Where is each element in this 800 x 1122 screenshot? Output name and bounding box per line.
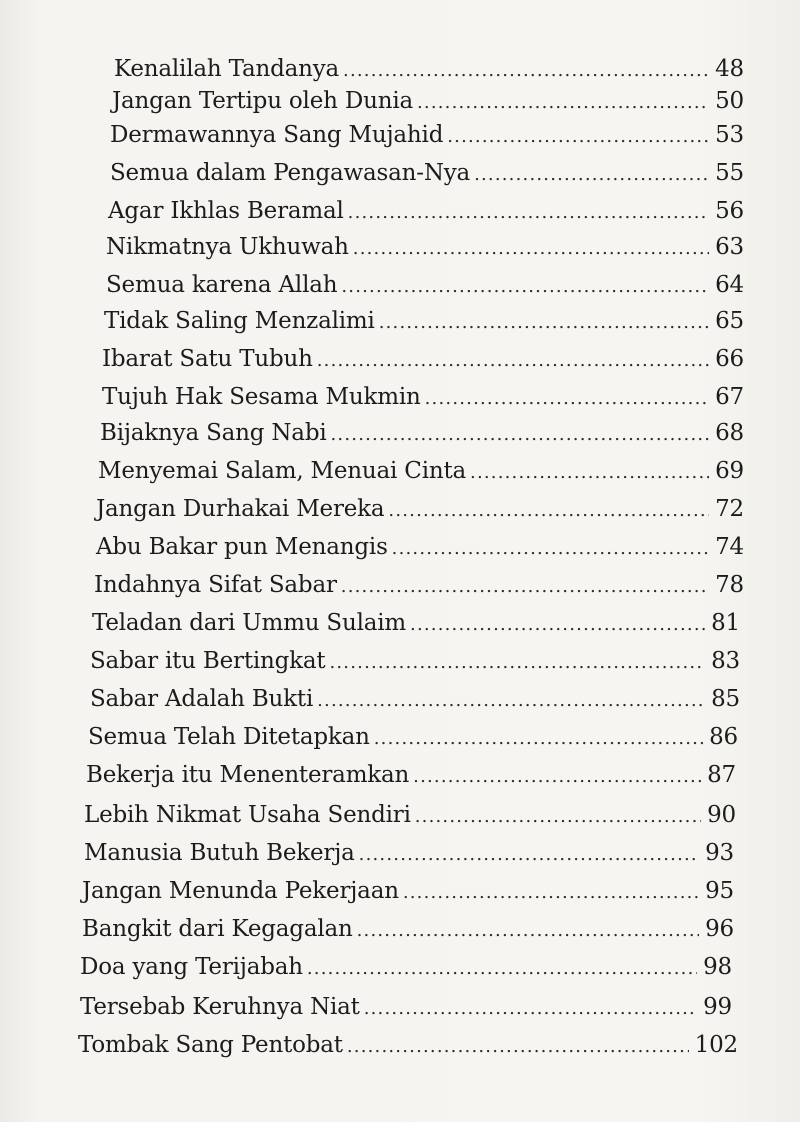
dot-leader	[343, 56, 709, 86]
toc-entry-title: Semua dalam Pengawasan-Nya	[110, 160, 471, 186]
dot-leader	[317, 686, 705, 716]
dot-leader	[425, 384, 709, 414]
toc-entry-page: 67	[715, 384, 744, 410]
toc-entry	[108, 196, 744, 228]
dot-leader	[470, 458, 709, 488]
dot-leader	[317, 346, 709, 376]
toc-entry	[82, 914, 734, 946]
toc-entry-page: 98	[703, 954, 732, 980]
toc-entry	[114, 54, 744, 86]
toc-entry-title: Tersebab Keruhnya Niat	[80, 994, 360, 1020]
toc-entry	[104, 306, 744, 338]
toc-entry-page: 56	[715, 198, 744, 224]
toc-entry-page: 81	[711, 610, 740, 636]
toc-entry-page: 63	[715, 234, 744, 260]
toc-entry-title: Bangkit dari Kegagalan	[82, 916, 353, 942]
toc-entry-title: Bijaknya Sang Nabi	[100, 420, 327, 446]
dot-leader	[447, 122, 709, 152]
toc-entry-page: 95	[705, 878, 734, 904]
toc-entry-title: Doa yang Terijabah	[80, 954, 303, 980]
toc-entry-page: 96	[705, 916, 734, 942]
dot-leader	[374, 724, 703, 754]
toc-entry-title: Menyemai Salam, Menuai Cinta	[98, 458, 467, 484]
toc-entry-page: 48	[715, 56, 744, 82]
toc-entry-page: 102	[694, 1032, 738, 1058]
toc-entry-page: 69	[715, 458, 744, 484]
toc-entry-page: 78	[715, 572, 744, 598]
toc-entry	[110, 158, 744, 190]
toc-entry-page: 87	[707, 762, 736, 788]
dot-leader	[359, 840, 699, 870]
dot-leader	[357, 916, 700, 946]
toc-entry-title: Manusia Butuh Bekerja	[84, 840, 355, 866]
toc-entry-page: 53	[715, 122, 744, 148]
toc-entry-page: 74	[715, 534, 744, 560]
toc-entry	[110, 120, 744, 152]
toc-entry	[90, 646, 740, 678]
toc-entry-page: 93	[705, 840, 734, 866]
toc-entry-title: Indahnya Sifat Sabar	[94, 572, 337, 598]
toc-entry-title: Jangan Durhakai Mereka	[96, 496, 385, 522]
toc-entry-page: 68	[715, 420, 744, 446]
toc-entry-page: 55	[715, 160, 744, 186]
toc-entry	[86, 760, 736, 792]
toc-entry-page: 99	[703, 994, 732, 1020]
toc-entry-page: 86	[709, 724, 738, 750]
dot-leader	[392, 534, 709, 564]
toc-entry	[106, 270, 744, 302]
toc-entry-title: Agar Ikhlas Beramal	[108, 198, 344, 224]
dot-leader	[331, 420, 710, 450]
toc-entry-title: Tujuh Hak Sesama Mukmin	[102, 384, 421, 410]
toc-entry-title: Teladan dari Ummu Sulaim	[92, 610, 407, 636]
dot-leader	[341, 272, 709, 302]
dot-leader	[379, 308, 709, 338]
dot-leader	[329, 648, 705, 678]
toc-entry-title: Semua karena Allah	[106, 272, 338, 298]
dot-leader	[388, 496, 709, 526]
dot-leader	[474, 160, 709, 190]
toc-entry-page: 72	[715, 496, 744, 522]
dot-leader	[353, 234, 709, 264]
toc-entry-title: Nikmatnya Ukhuwah	[106, 234, 349, 260]
toc-entry-title: Tidak Saling Menzalimi	[104, 308, 375, 334]
toc-entry-title: Bekerja itu Menenteramkan	[86, 762, 410, 788]
dot-leader	[307, 954, 697, 984]
toc-entry	[80, 992, 732, 1024]
toc-entry	[98, 456, 744, 488]
toc-entry-title: Tombak Sang Pentobat	[78, 1032, 343, 1058]
toc-entry-page: 64	[715, 272, 744, 298]
toc-entry-page: 90	[707, 802, 736, 828]
toc-entry-title: Sabar Adalah Bukti	[90, 686, 314, 712]
toc-entry-title: Sabar itu Bertingkat	[90, 648, 326, 674]
dot-leader	[417, 88, 709, 118]
toc-entry	[96, 532, 744, 564]
dot-leader	[364, 994, 697, 1024]
toc-entry-title: Lebih Nikmat Usaha Sendiri	[84, 802, 411, 828]
toc-entry-page: 85	[711, 686, 740, 712]
toc-entry	[106, 232, 744, 264]
toc-entry-page: 50	[715, 88, 744, 114]
toc-entry-page: 66	[715, 346, 744, 372]
toc-entry-page: 65	[715, 308, 744, 334]
toc-entry	[102, 382, 744, 414]
toc-entry-title: Semua Telah Ditetapkan	[88, 724, 370, 750]
toc-entry	[78, 1030, 738, 1062]
toc-entry	[80, 952, 732, 984]
toc-entry-title: Kenalilah Tandanya	[114, 56, 340, 82]
toc-entry-title: Abu Bakar pun Menangis	[96, 534, 388, 560]
toc-entry-title: Jangan Menunda Pekerjaan	[82, 878, 399, 904]
toc-entry-title: Dermawannya Sang Mujahid	[110, 122, 444, 148]
toc-entry	[94, 570, 744, 602]
toc-entry	[96, 494, 744, 526]
toc-entry	[100, 418, 744, 450]
toc-entry	[84, 800, 736, 832]
toc-entry-title: Jangan Tertipu oleh Dunia	[112, 88, 413, 114]
toc-entry-title: Ibarat Satu Tubuh	[102, 346, 313, 372]
dot-leader	[341, 572, 709, 602]
toc-entry	[82, 876, 734, 908]
dot-leader	[410, 610, 705, 640]
dot-leader	[413, 762, 701, 792]
toc-entry	[92, 608, 740, 640]
toc-entry	[84, 838, 734, 870]
dot-leader	[348, 198, 709, 228]
toc-entry	[88, 722, 738, 754]
toc-entry-page: 83	[711, 648, 740, 674]
toc-entry	[112, 86, 744, 118]
dot-leader	[347, 1032, 689, 1062]
dot-leader	[403, 878, 699, 908]
toc-entry	[90, 684, 740, 716]
toc-entry	[102, 344, 744, 376]
dot-leader	[415, 802, 701, 832]
